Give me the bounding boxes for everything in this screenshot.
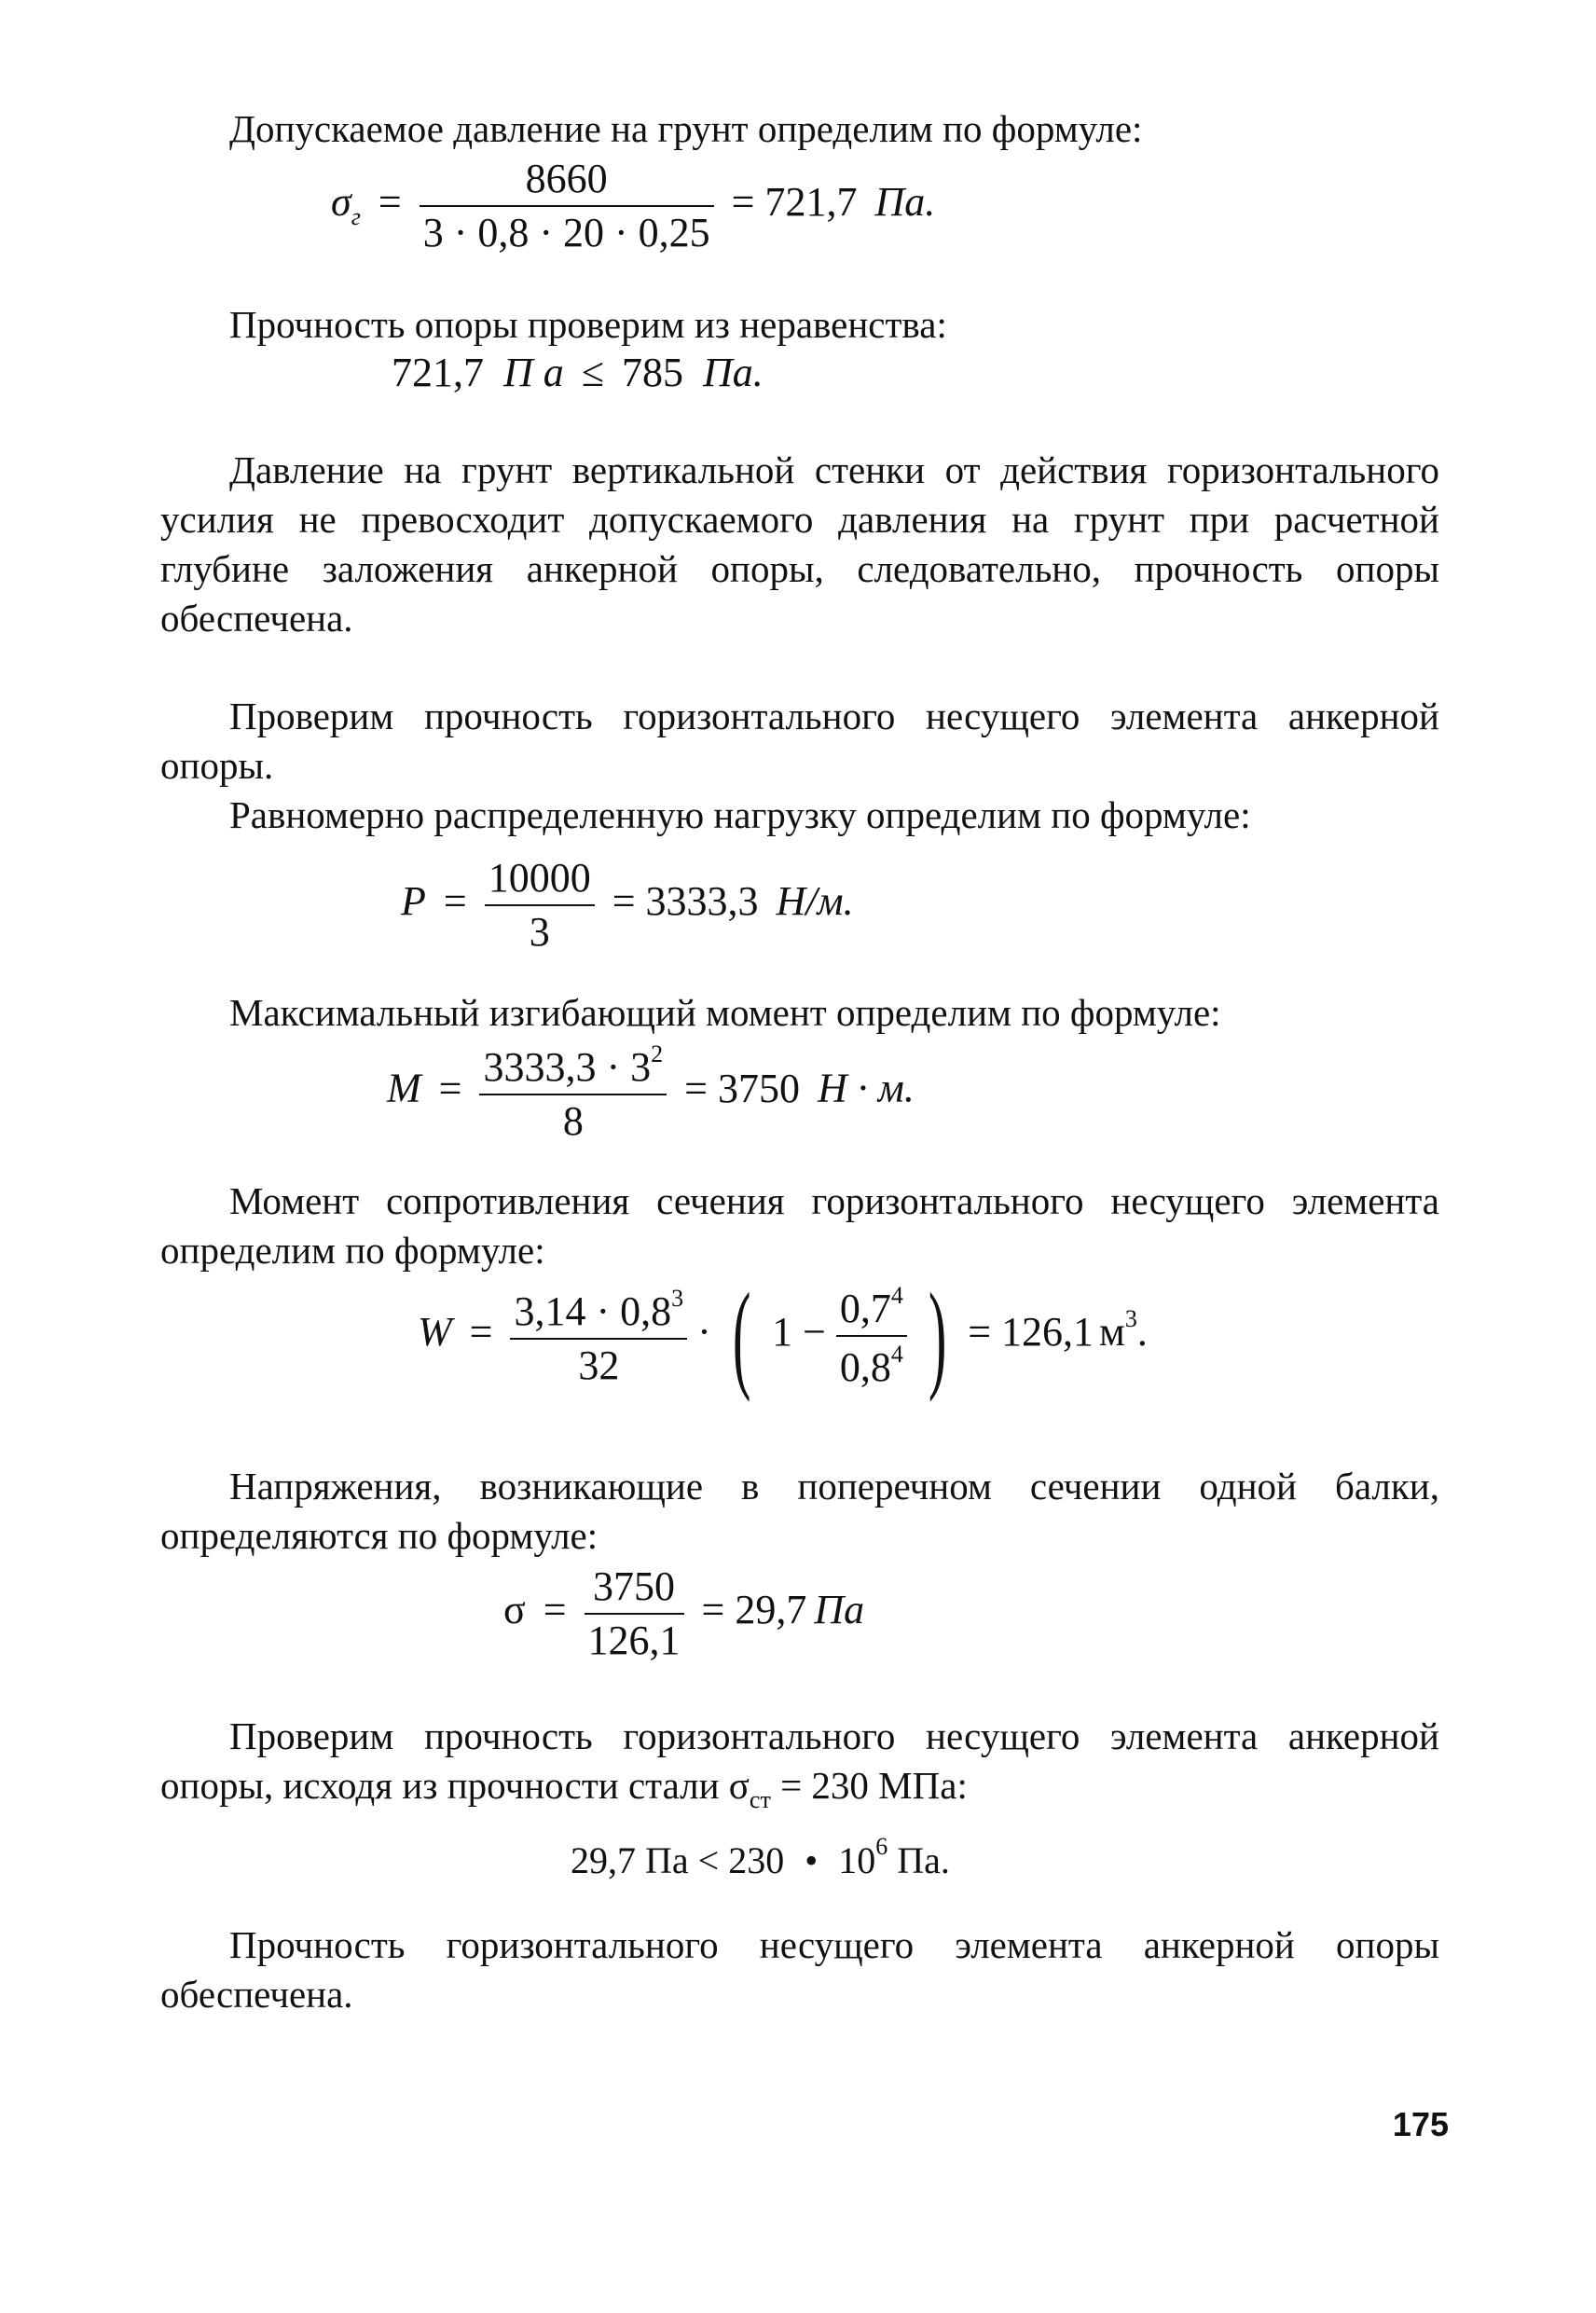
formula-distributed-load: P = $\frac{10000}{3}$ = 3333,3 Н/м. <box>401 855 854 955</box>
inequality-pressure: 721,7 П а ≤ 785 Па. <box>392 350 764 395</box>
paragraph-3: Давление на грунт вертикальной стенки от действия горизонтального усилия не превосходит допускаемого давления на грунт при расчетной глубине заложения анкерной опоры, следовательно, прочность опоры обеспечена. <box>160 448 1439 640</box>
paragraph-8: Напряжения, возникающие в поперечном сечении одной балки, определяются по формуле: <box>160 1465 1439 1557</box>
paragraph-4: Проверим прочность горизонтального несущего элемента анкерной опоры. <box>160 695 1439 787</box>
fraction: $\frac{8660}{3 \cdot 0,8 \cdot 20 \cdot 0,25}$ <box>420 158 714 254</box>
page-number: 175 <box>1392 2105 1449 2143</box>
paragraph-10: Прочность горизонтального несущего элемента анкерной опоры обеспечена. <box>160 1923 1439 2016</box>
right-paren: ) <box>928 1269 947 1403</box>
inequality-steel-strength: 29,7 Па < 230 • $10^6$ Па. <box>571 1833 950 1881</box>
fraction: $\frac{10000}{3}$ <box>485 858 595 953</box>
formula-stress: σ = $\frac{3750}{126,1}$ = 29,7 Па <box>503 1563 865 1663</box>
paragraph-6: Максимальный изгибающий момент определим по формуле: <box>229 991 1221 1034</box>
fraction: $\frac{3,14 \cdot 0,8^3}{32}$ <box>510 1287 687 1386</box>
fraction: $\frac{3333,3 \cdot 3^2}{8}$ <box>479 1042 667 1142</box>
paragraph-9: Проверим прочность горизонтального несущего элемента анкерной опоры, исходя из прочности стали $\sigma_{ст} = 230$ МПа: <box>160 1714 1439 1813</box>
paragraph-1: Допускаемое давление на грунт определим по формуле: <box>229 107 1143 150</box>
formula-bending-moment: M = $\frac{3333,3 \cdot 3^2}{8}$ = 3750 Н · м. <box>387 1040 915 1144</box>
fraction: $\frac{0,7^4}{0,8^4}$ <box>836 1284 907 1388</box>
fraction: $\frac{3750}{126,1}$ <box>585 1566 684 1661</box>
formula-ground-pressure: $\sigma_г$ = $\frac{8660}{3 \cdot 0,8 \cdot 20 \cdot 0,25}$ = 721,7 Па. <box>331 156 936 255</box>
paragraph-2: Прочность опоры проверим из неравенства: <box>229 303 947 346</box>
left-paren: ( <box>732 1269 751 1403</box>
paragraph-7: Момент сопротивления сечения горизонтального несущего элемента определим по формуле: <box>160 1179 1439 1272</box>
formula-section-modulus: W = $\frac{3,14 \cdot 0,8^3}{32}$ · ( 1 − $\frac{0,7^4}{0,8^4}$ ) = 126,1 $м^3$. <box>418 1269 1148 1403</box>
paragraph-5: Равномерно распределенную нагрузку определим по формуле: <box>229 793 1251 836</box>
